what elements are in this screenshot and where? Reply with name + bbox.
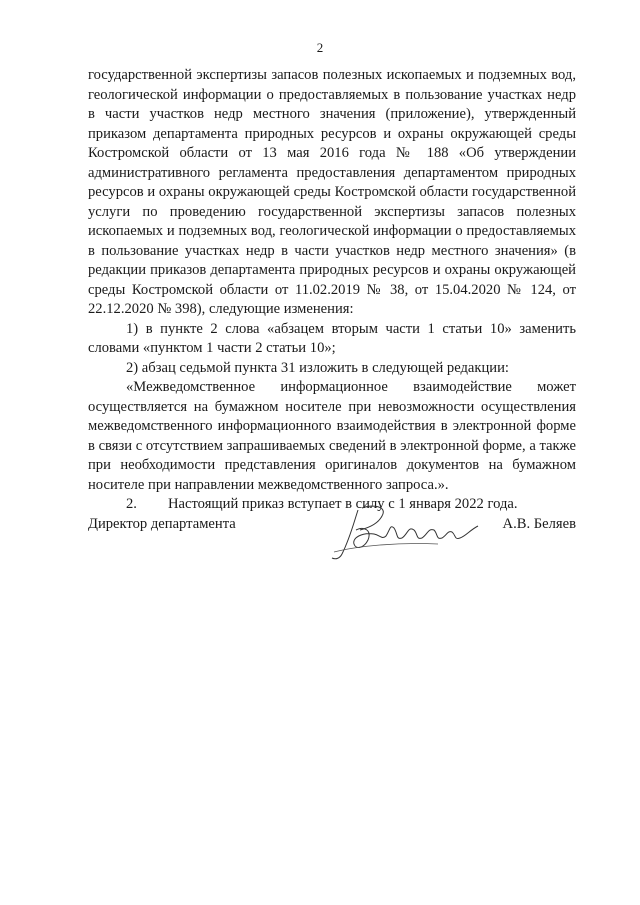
- clause-number: 2.: [126, 496, 137, 512]
- paragraph-continuation: государственной экспертизы запасов полезных ископаемых и подземных вод, геологической информации о предоставляемых в пользование участках недр в части участков недр местного значения (приложение), утвержденный приказом департамента природных ресурсов и охраны окружающей среды Костромской области от 13 мая 2016 года № 188 «Об утверждении административного регламента предоставления департаментом природных ресурсов и охраны окружающей среды Костромской области государственной услуги по проведению государственной экспертизы запасов полезных ископаемых и подземных вод, геологической информации о предоставляемых в пользование участках недр в части участков недр местного значения» (в редакции приказов департамента природных ресурсов и охраны окружающей среды Костромской области от 11.02.2019 № 38, от 15.04.2020 № 124, от 22.12.2020 № 398), следующие изменения:: [88, 67, 576, 317]
- clause-text: Настоящий приказ вступает в силу с 1 января 2022 года.: [168, 496, 518, 512]
- paragraph-quoted-text: «Межведомственное информационное взаимодействие может осуществляется на бумажном носителе при невозможности осуществления межведомственного информационного взаимодействия в электронной форме в связи с отсутствием запрашиваемых сведений в электронной форме, а также при необходимости представления оригиналов документов на бумажном носителе при направлении межведомственного запроса.».: [88, 379, 576, 493]
- handwritten-signature: [328, 500, 488, 562]
- page-number: 2: [316, 40, 324, 55]
- document-body: [88, 66, 576, 515]
- signature-block: [88, 512, 576, 572]
- signatory-title: Директор департамента: [88, 516, 236, 532]
- paragraph-item-2: 2) абзац седьмой пункта 31 изложить в следующей редакции:: [126, 359, 509, 376]
- paragraph-item-1: 1) в пункте 2 слова «абзацем вторым части 1 статьи 10» заменить словами «пунктом 1 части 2 статьи 10»;: [88, 320, 576, 356]
- signatory-name: А.В. Беляев: [502, 516, 576, 532]
